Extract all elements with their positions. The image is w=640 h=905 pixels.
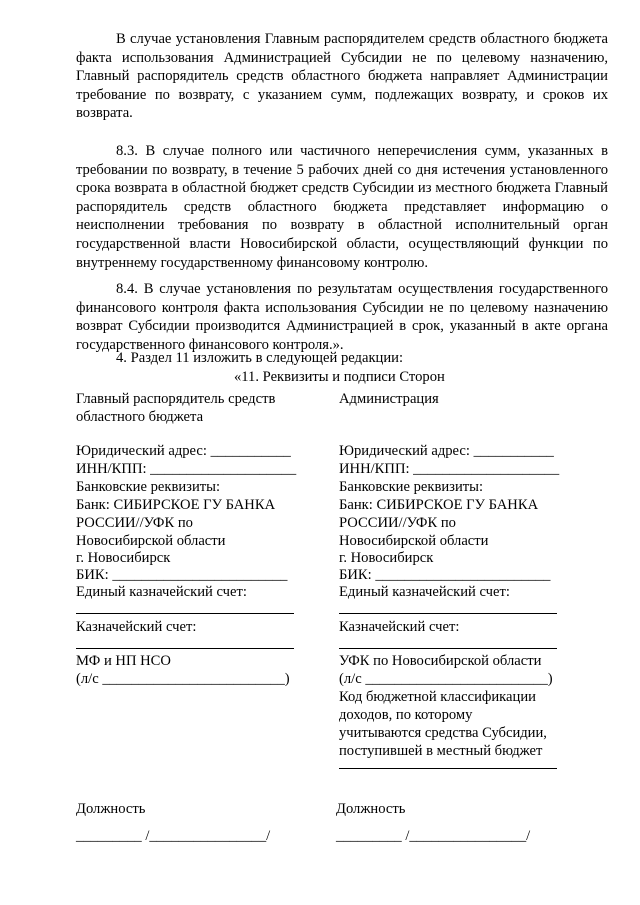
left-bik: БИК: ________________________ [76, 567, 288, 583]
right-single-account-line [339, 613, 557, 614]
left-bank-line2: РОССИИ//УФК по [76, 515, 193, 531]
left-title-line2: областного бюджета [76, 409, 204, 425]
left-signature-line: _________ /________________/ [76, 828, 271, 844]
right-budget-code-line1: Код бюджетной классификации [339, 689, 536, 705]
right-title: Администрация [339, 391, 439, 407]
right-recipient: УФК по Новосибирской области [339, 653, 542, 669]
right-treasury-account-line [339, 648, 557, 649]
left-bank-line1: Банк: СИБИРСКОЕ ГУ БАНКА [76, 497, 276, 513]
section-heading: «11. Реквизиты и подписи Сторон [234, 369, 445, 385]
left-inn-kpp: ИНН/КПП: ____________________ [76, 461, 297, 477]
right-position-label: Должность [336, 801, 406, 817]
paragraph-refund-requirement: В случае установления Главным распорядителем средств областного бюджета факта использования Администрацией Субсидии не по целевому назначению, Главный распорядитель средств областного бюджета направляет Администрации требование по возврату, с указанием сумм, подлежащих возврату, и сроков их возврата. [76, 31, 608, 122]
right-bank-line2: РОССИИ//УФК по [339, 515, 456, 531]
right-inn-kpp: ИНН/КПП: ____________________ [339, 461, 560, 477]
right-legal-address: Юридический адрес: ___________ [339, 443, 554, 459]
left-title-line1: Главный распорядитель средств [76, 391, 276, 407]
left-treasury-account-line [76, 648, 294, 649]
right-signature-line: _________ /________________/ [336, 828, 531, 844]
section-instruction: 4. Раздел 11 изложить в следующей редакции: [116, 350, 404, 366]
right-bank-line3: Новосибирской области [339, 533, 489, 549]
left-single-account-line [76, 613, 294, 614]
left-recipient: МФ и НП НСО [76, 653, 171, 669]
right-personal-account: (л/с _________________________) [339, 671, 553, 687]
right-budget-code-line3: учитываются средства Субсидии, [339, 725, 547, 741]
paragraph-8-4: 8.4. В случае установления по результатам осуществления государственного финансового контроля факта использования Субсидии не по целевому назначению возврат Субсидии производится Администрацией в срок, указанный в акте органа государственного финансового контроля.». [76, 281, 608, 353]
paragraph-8-3: 8.3. В случае полного или частичного неперечисления сумм, указанных в требовании по возврату, в течение 5 рабочих дней со дня истечения установленного срока возврата в областной бюджет средств Субсидии из местного бюджета Главный распорядитель средств областного бюджета представляет информацию о неисполнении требования по возврату в областной исполнительный орган государственной власти Новосибирской области, осуществляющий функции по внутреннему государственному финансовому контролю. [76, 143, 608, 271]
right-bank-details-label: Банковские реквизиты: [339, 479, 483, 495]
right-single-account-label: Единый казначейский счет: [339, 584, 510, 600]
left-position-label: Должность [76, 801, 146, 817]
right-budget-code-line [339, 768, 557, 769]
left-bank-line4: г. Новосибирск [76, 550, 171, 566]
left-bank-line3: Новосибирской области [76, 533, 226, 549]
left-bank-details-label: Банковские реквизиты: [76, 479, 220, 495]
right-bank-line4: г. Новосибирск [339, 550, 434, 566]
right-bank-line1: Банк: СИБИРСКОЕ ГУ БАНКА [339, 497, 539, 513]
left-single-account-label: Единый казначейский счет: [76, 584, 247, 600]
right-budget-code-line4: поступившей в местный бюджет [339, 743, 543, 759]
left-legal-address: Юридический адрес: ___________ [76, 443, 291, 459]
left-personal-account: (л/с _________________________) [76, 671, 290, 687]
right-budget-code-line2: доходов, по которому [339, 707, 473, 723]
left-treasury-account-label: Казначейский счет: [76, 619, 197, 635]
right-treasury-account-label: Казначейский счет: [339, 619, 460, 635]
right-bik: БИК: ________________________ [339, 567, 551, 583]
